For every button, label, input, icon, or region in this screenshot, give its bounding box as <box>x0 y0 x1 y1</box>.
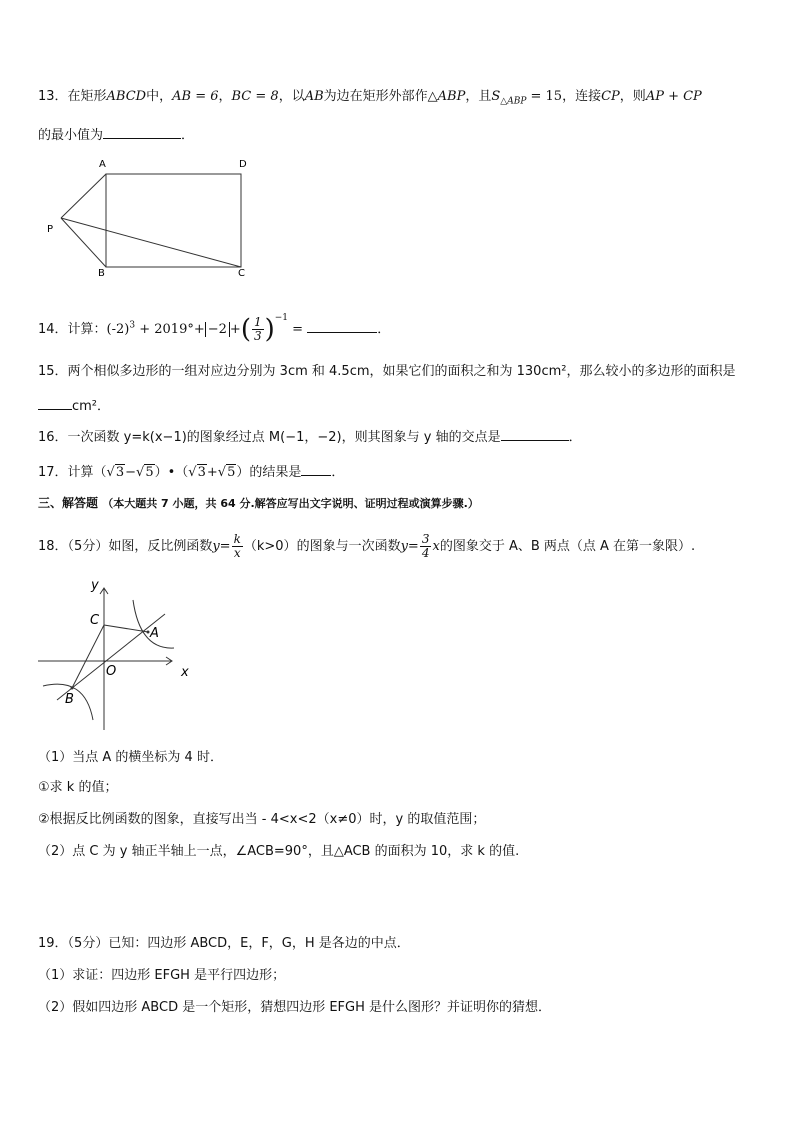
answer-blank[interactable] <box>501 426 569 441</box>
label-b: B <box>65 692 74 707</box>
q19-line1: 19．（5分）已知：四边形 ABCD，E，F，G，H 是各边的中点． <box>38 936 410 951</box>
fraction-three-quarters: $\frac{3}{4}$ <box>421 532 430 560</box>
q16-line: 16．一次函数 y=k(x−1)的图象经过点 M(−1，−2)，则其图象与 y 轴的交点是 ． <box>38 426 582 448</box>
line-through-origin <box>57 614 165 700</box>
q17-line: 17．计算（√3−√5）•（√3+√5）的结果是 ． <box>38 461 344 483</box>
q14-line: 14．计算：$(-2)^3 + 2019^\circ+ -2$ +( $\frac{1}{3}$ )$^{-1}$ = ． <box>38 312 391 345</box>
label-a: A <box>99 159 106 170</box>
rectangle-abcd <box>106 174 241 267</box>
label-a: A <box>150 626 159 641</box>
point-a <box>147 631 150 634</box>
q13-line2: 的最小值为 ． <box>38 124 194 146</box>
x-axis-arrow <box>166 657 172 665</box>
label-y: y <box>91 578 99 593</box>
q18-part1a: ①求 k 的值； <box>38 780 118 795</box>
hyperbola-branch-third-quadrant <box>43 684 93 720</box>
q19-line3: （2）假如四边形 ABCD 是一个矩形，猜想四边形 EFGH 是什么图形？并证明你的猜想． <box>38 1000 552 1015</box>
label-p: P <box>47 224 54 235</box>
q15-line1: 15．两个相似多边形的一组对应边分别为 3cm 和 4.5cm，如果它们的面积之和为 130cm²，那么较小的多边形的面积是 <box>38 364 736 379</box>
segment-pb <box>61 218 106 267</box>
answer-blank[interactable] <box>38 395 72 410</box>
segment-pc <box>61 218 241 267</box>
fraction-k-over-x: $\frac{k}{x}$ <box>233 532 241 560</box>
q18-line: 18．（5分）如图，反比例函数y= $\frac{k}{x}$ （k>0）的图象与一次函数y= $\frac{3}{4}$ x的图象交于 A、B 两点（点 A 在第一象限）. <box>38 532 696 560</box>
q18-part1b: ②根据反比例函数的图象，直接写出当 - 4<x<2（x≠0）时，y 的取值范围； <box>38 812 486 827</box>
paren-right: ) <box>264 314 275 345</box>
segment-cb <box>72 625 104 688</box>
label-d: D <box>239 159 247 170</box>
paren-left: ( <box>240 314 251 345</box>
q19-line2: （1）求证：四边形 EFGH 是平行四边形； <box>38 968 286 983</box>
answer-blank[interactable] <box>307 318 377 333</box>
label-b: B <box>98 268 105 279</box>
abs-value: −2 <box>205 322 230 337</box>
q18-part2: （2）点 C 为 y 轴正半轴上一点，∠ACB=90°，且△ACB 的面积为 10，求 k 的值. <box>38 844 520 859</box>
label-c: C <box>90 613 100 628</box>
q18-part1: （1）当点 A 的横坐标为 4 时． <box>38 750 223 765</box>
section-3-heading: 三、解答题 （本大题共 7 小题，共 64 分.解答应写出文字说明、证明过程或演算步骤.） <box>38 496 479 510</box>
label-c: C <box>238 268 245 279</box>
answer-blank[interactable] <box>301 461 331 476</box>
y-axis-arrow <box>100 588 108 594</box>
answer-blank[interactable] <box>103 124 181 139</box>
hyperbola-branch-first-quadrant <box>133 600 174 648</box>
q13-line1: 13．在矩形ABCD中，AB = 6，BC = 8，以AB为边在矩形外部作△ABP，且$S_{\triangle ABP} = 15$，连接CP，则AP + CP <box>38 89 702 107</box>
q15-line2: cm²． <box>38 395 110 417</box>
fraction-one-third: $\frac{1}{3}$ <box>253 315 262 343</box>
label-o: O <box>106 664 117 679</box>
point-b <box>71 687 74 690</box>
label-x: x <box>181 665 189 680</box>
segment-ca <box>104 625 148 632</box>
segment-pa <box>61 174 106 218</box>
